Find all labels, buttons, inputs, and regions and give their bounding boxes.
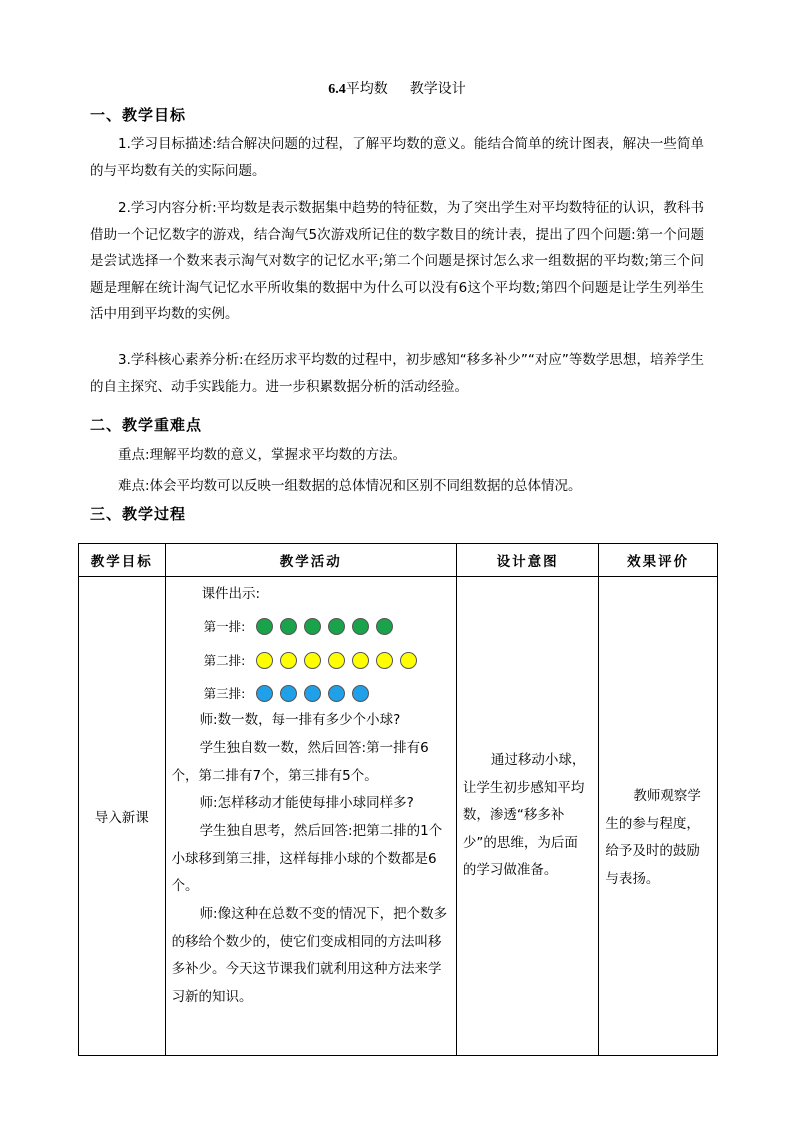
ball-icon <box>304 685 321 702</box>
activity-intro: 课件出示: <box>201 586 261 602</box>
ball-icon <box>328 652 345 669</box>
activity-line-5: 师:像这种在总数不变的情况下，把个数多的移给个数少的，使它们变成相同的方法叫移多补少。今天这节课我们就利用这种方法来学习新的知识。 <box>171 906 448 1005</box>
activity-line-2: 学生独自数一数，然后回答:第一排有6个，第二排有7个，第三排有5个。 <box>171 740 429 784</box>
header-intent: 设计意图 <box>456 544 598 577</box>
ball-row-label: 第三排: <box>203 686 246 701</box>
section-heading-key-points: 二、教学重难点 <box>90 416 203 434</box>
activity-line-4: 学生独自思考，然后回答:把第二排的1个小球移到第三排，这样每排小球的个数都是6个。 <box>171 823 443 894</box>
intent-cell <box>456 577 598 1056</box>
header-evaluation: 效果评价 <box>599 544 718 577</box>
table-header-row <box>79 544 718 577</box>
ball-icon <box>352 685 369 702</box>
table-row <box>79 577 718 1056</box>
goal-paragraph-3: 3.学科核心素养分析:在经历求平均数的过程中，初步感知“移多补少”“对应”等数学思想，培养学生的自主探究、动手实践能力。进一步积累数据分析的活动经验。 <box>90 352 704 395</box>
ball-icon <box>352 652 369 669</box>
header-activity: 教学活动 <box>165 544 456 577</box>
ball-icon <box>256 685 273 702</box>
document-title <box>0 78 794 98</box>
ball-icon <box>280 652 297 669</box>
header-goal: 教学目标 <box>79 544 166 577</box>
evaluation-cell <box>599 577 718 1056</box>
difficult-point: 难点:体会平均数可以反映一组数据的总体情况和区别不同组数据的总体情况。 <box>118 478 582 494</box>
ball-group <box>256 652 424 669</box>
ball-icon <box>376 652 393 669</box>
ball-row-2 <box>204 650 424 670</box>
intent-text: 通过移动小球，让学生初步感知平均数，渗透“移多补少”的思维，为后面的学习做准备。 <box>462 752 586 879</box>
ball-icon <box>304 618 321 635</box>
stage-cell: 导入新课 <box>79 577 166 1056</box>
activity-line-1: 师:数一数，每一排有多少个小球? <box>199 712 401 728</box>
ball-icon <box>256 618 273 635</box>
activity-cell <box>165 577 456 1056</box>
goal-paragraph-2: 2.学习内容分析:平均数是表示数据集中趋势的特征数，为了突出学生对平均数特征的认识，教科书借助一个记忆数字的游戏，结合淘气5次游戏所记住的数字数目的统计表，提出了四个问题:第一个问题是尝试选择一个数来表示淘气对数字的记忆水平;第二个问题是探讨怎么求一组数据的平均数;第三个问题是理解在统计淘气记忆水平所收集的数据中为什么可以没有6这个平均数;第四个问题是让学生列举生活中用到平均数的实例。 <box>90 200 704 322</box>
title-name: 平均数 <box>345 81 388 97</box>
ball-icon <box>304 652 321 669</box>
ball-row-label: 第一排: <box>203 619 246 634</box>
ball-icon <box>280 685 297 702</box>
ball-icon <box>352 618 369 635</box>
key-point: 重点:理解平均数的意义，掌握求平均数的方法。 <box>118 447 407 463</box>
ball-icon <box>328 618 345 635</box>
goal-paragraph-1: 1.学习目标描述:结合解决问题的过程，了解平均数的意义。能结合简单的统计图表，解决一些简单的与平均数有关的实际问题。 <box>90 136 704 179</box>
title-number: 6.4 <box>328 82 346 97</box>
ball-icon <box>256 652 273 669</box>
title-kind: 教学设计 <box>409 81 466 97</box>
evaluation-text: 教师观察学生的参与程度，给予及时的鼓励与表扬。 <box>605 788 701 887</box>
ball-row-3 <box>204 683 376 703</box>
ball-icon <box>328 685 345 702</box>
ball-row-label: 第二排: <box>203 653 246 668</box>
activity-line-3: 师:怎样移动才能使每排小球同样多? <box>199 795 414 811</box>
ball-icon <box>376 618 393 635</box>
ball-icon <box>400 652 417 669</box>
ball-group <box>256 618 400 635</box>
ball-icon <box>280 618 297 635</box>
section-heading-goals: 一、教学目标 <box>90 106 187 124</box>
ball-group <box>256 685 376 702</box>
section-heading-process: 三、教学过程 <box>90 505 187 523</box>
process-table <box>78 543 718 1056</box>
ball-row-1 <box>204 616 400 636</box>
